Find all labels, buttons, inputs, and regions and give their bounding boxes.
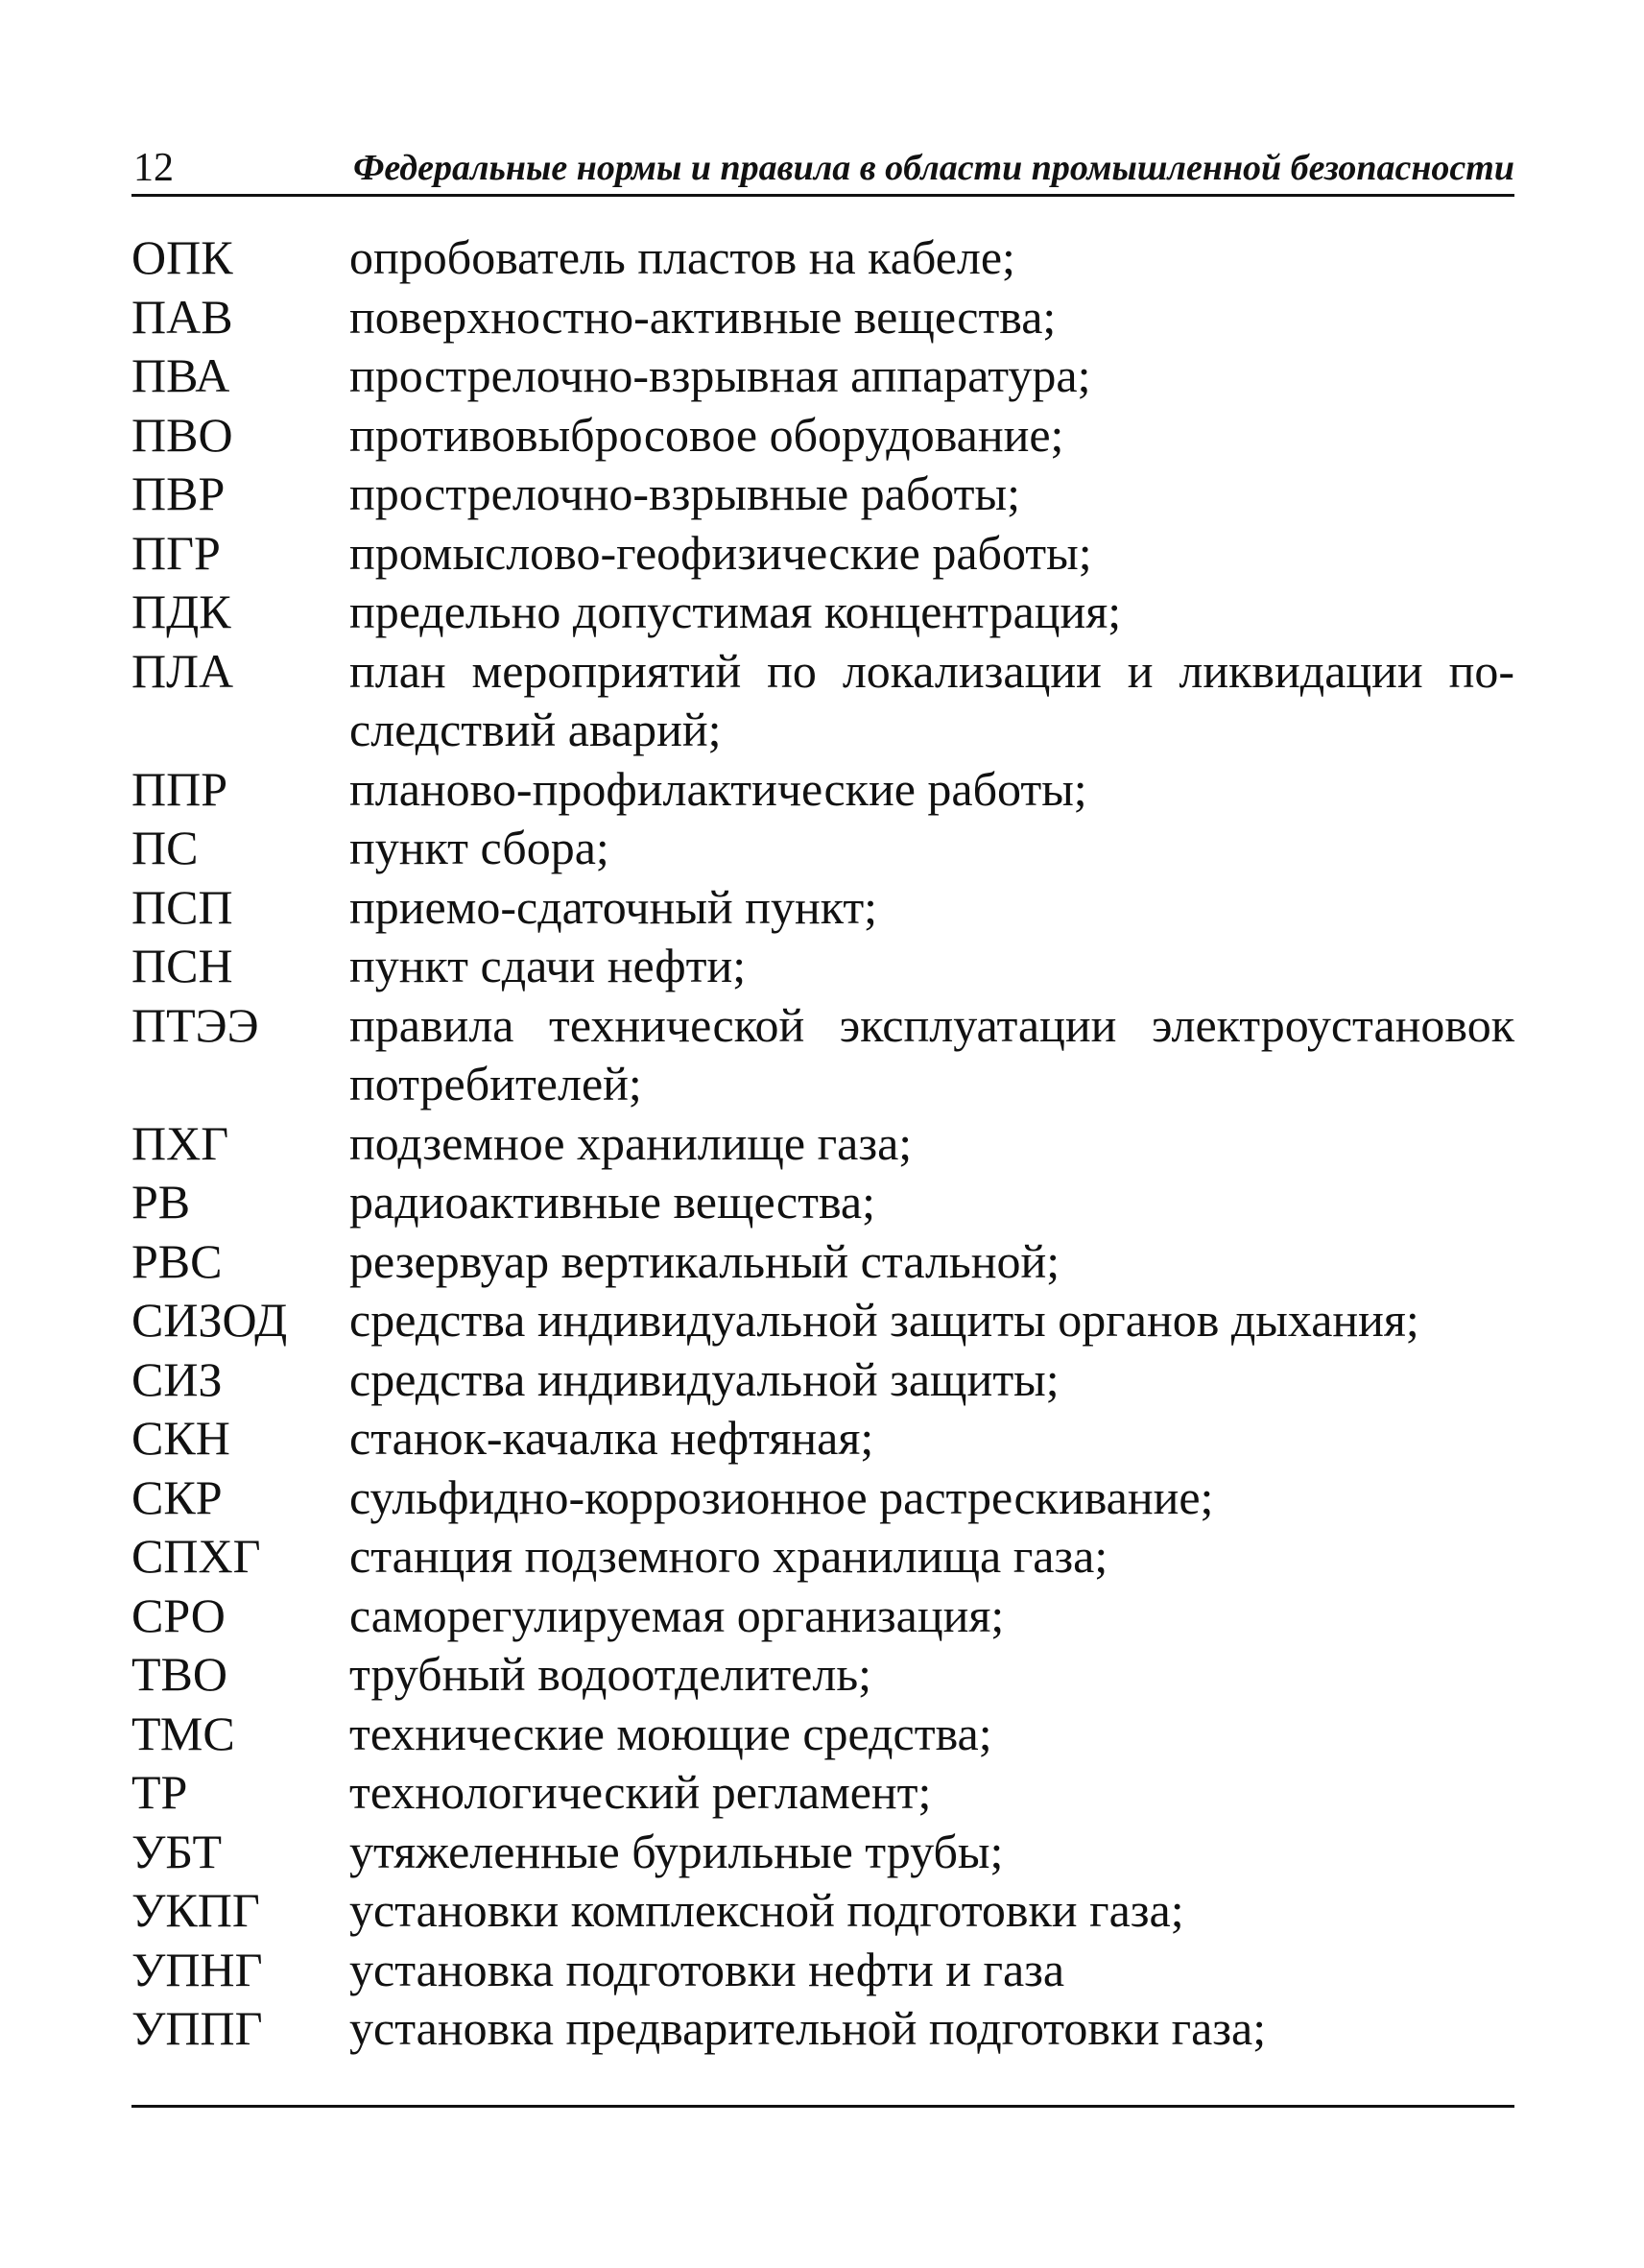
- abbreviation-definition: резервуар вертикальный стальной;: [349, 1233, 1060, 1288]
- abbreviation-definition: противовыбросовое оборудование;: [349, 407, 1064, 462]
- abbreviation-definition: прострелочно-взрывная аппаратура;: [349, 348, 1091, 402]
- abbreviation-row: [131, 1114, 1514, 1174]
- abbreviation-definition: установки комплексной подготовки газа;: [349, 1883, 1184, 1937]
- abbreviation-term: ТР: [131, 1765, 188, 1819]
- abbreviation-definition: план мероприятий по локализации и ликвидации последствий аварий;: [349, 643, 1514, 756]
- abbreviation-term: УПНГ: [131, 1942, 263, 1996]
- abbreviation-term: ПВО: [131, 407, 233, 462]
- abbreviation-row: [131, 406, 1514, 466]
- abbreviation-row: [131, 1587, 1514, 1646]
- abbreviation-term: СИЗОД: [131, 1293, 288, 1347]
- abbreviation-term: ПСП: [131, 879, 233, 934]
- page-number: 12: [133, 146, 174, 190]
- abbreviation-definition: станок-качалка нефтяная;: [349, 1411, 874, 1465]
- abbreviation-term: ОПК: [131, 230, 233, 284]
- abbreviation-row: [131, 524, 1514, 584]
- abbreviation-term: ТМС: [131, 1706, 235, 1760]
- abbreviation-list: [131, 228, 1514, 2059]
- abbreviation-term: ПАВ: [131, 289, 233, 344]
- abbreviation-row: [131, 642, 1514, 760]
- abbreviation-term: ПГР: [131, 525, 221, 580]
- abbreviation-term: ПЛА: [131, 643, 234, 698]
- abbreviation-row: [131, 1999, 1514, 2059]
- abbreviation-definition: пункт сбора;: [349, 821, 609, 874]
- abbreviation-term: ПВА: [131, 348, 230, 402]
- abbreviation-term: УКПГ: [131, 1883, 260, 1937]
- abbreviation-term: РВ: [131, 1175, 191, 1229]
- abbreviation-definition: технологический регламент;: [349, 1765, 932, 1819]
- abbreviation-definition: сульфидно-коррозионное растрескивание;: [349, 1469, 1214, 1524]
- footer-rule: [131, 2105, 1514, 2108]
- abbreviation-row: [131, 1941, 1514, 2000]
- abbreviation-term: СПХГ: [131, 1529, 261, 1583]
- abbreviation-definition: установка подготовки нефти и газа: [349, 1942, 1065, 1996]
- abbreviation-definition: средства индивидуальной защиты;: [349, 1351, 1060, 1406]
- abbreviation-row: [131, 996, 1514, 1114]
- abbreviation-definition: установка предварительной подготовки газа;: [349, 2001, 1267, 2055]
- abbreviation-definition: прострелочно-взрывные работы;: [349, 466, 1020, 520]
- abbreviation-term: СКР: [131, 1469, 223, 1524]
- abbreviation-row: [131, 346, 1514, 406]
- abbreviation-term: СРО: [131, 1588, 226, 1642]
- abbreviation-row: [131, 1881, 1514, 1941]
- abbreviation-row: [131, 583, 1514, 642]
- abbreviation-definition: саморегулируемая организация;: [349, 1588, 1005, 1642]
- abbreviation-row: [131, 1645, 1514, 1705]
- abbreviation-definition: радиоактивные вещества;: [349, 1175, 875, 1229]
- abbreviation-row: [131, 1468, 1514, 1528]
- abbreviation-definition: поверхностно-активные вещества;: [349, 289, 1057, 344]
- abbreviation-term: УППГ: [131, 2001, 263, 2055]
- running-title: Федеральные нормы и правила в области промышленной безопасности: [353, 148, 1514, 188]
- abbreviation-row: [131, 288, 1514, 347]
- page-header: [131, 144, 1514, 197]
- abbreviation-term: ППР: [131, 761, 228, 816]
- abbreviation-row: [131, 1173, 1514, 1232]
- abbreviation-term: СКН: [131, 1411, 230, 1465]
- abbreviation-row: [131, 1350, 1514, 1410]
- abbreviation-term: ПДК: [131, 585, 231, 638]
- abbreviation-definition: приемо-сдаточный пункт;: [349, 879, 878, 934]
- abbreviation-term: СИЗ: [131, 1351, 223, 1406]
- abbreviation-row: [131, 1527, 1514, 1587]
- abbreviation-row: [131, 1705, 1514, 1764]
- abbreviation-term: ПХГ: [131, 1115, 229, 1170]
- abbreviation-definition: пункт сдачи нефти;: [349, 939, 747, 992]
- abbreviation-term: ПС: [131, 821, 199, 874]
- abbreviation-term: ПВР: [131, 466, 226, 520]
- abbreviation-row: [131, 1763, 1514, 1823]
- abbreviation-row: [131, 1232, 1514, 1292]
- abbreviation-definition: трубный водоотделитель;: [349, 1647, 872, 1701]
- abbreviation-term: ТВО: [131, 1647, 227, 1701]
- abbreviation-row: [131, 1823, 1514, 1882]
- abbreviation-row: [131, 1291, 1514, 1350]
- abbreviation-term: ПСН: [131, 939, 233, 992]
- abbreviation-row: [131, 819, 1514, 878]
- abbreviation-definition: средства индивидуальной защиты органов дыхания;: [349, 1293, 1419, 1347]
- abbreviation-definition: подземное хранилище газа;: [349, 1115, 913, 1170]
- abbreviation-term: ПТЭЭ: [131, 997, 259, 1052]
- abbreviation-row: [131, 228, 1514, 288]
- abbreviation-definition: правила технической эксплуатации электроустановок потребителей;: [349, 997, 1514, 1110]
- abbreviation-definition: промыслово-геофизические работы;: [349, 525, 1092, 580]
- abbreviation-row: [131, 465, 1514, 524]
- abbreviation-definition: предельно допустимая концентрация;: [349, 585, 1122, 638]
- abbreviation-definition: опробователь пластов на кабеле;: [349, 230, 1015, 284]
- abbreviation-row: [131, 878, 1514, 938]
- abbreviation-term: РВС: [131, 1233, 223, 1288]
- abbreviation-definition: технические моющие средства;: [349, 1706, 992, 1760]
- abbreviation-row: [131, 937, 1514, 996]
- abbreviation-definition: утяжеленные бурильные трубы;: [349, 1824, 1004, 1878]
- abbreviation-row: [131, 760, 1514, 820]
- abbreviation-term: УБТ: [131, 1824, 222, 1878]
- abbreviation-definition: планово-профилактические работы;: [349, 761, 1087, 816]
- abbreviation-row: [131, 1409, 1514, 1468]
- abbreviation-definition: станция подземного хранилища газа;: [349, 1529, 1108, 1583]
